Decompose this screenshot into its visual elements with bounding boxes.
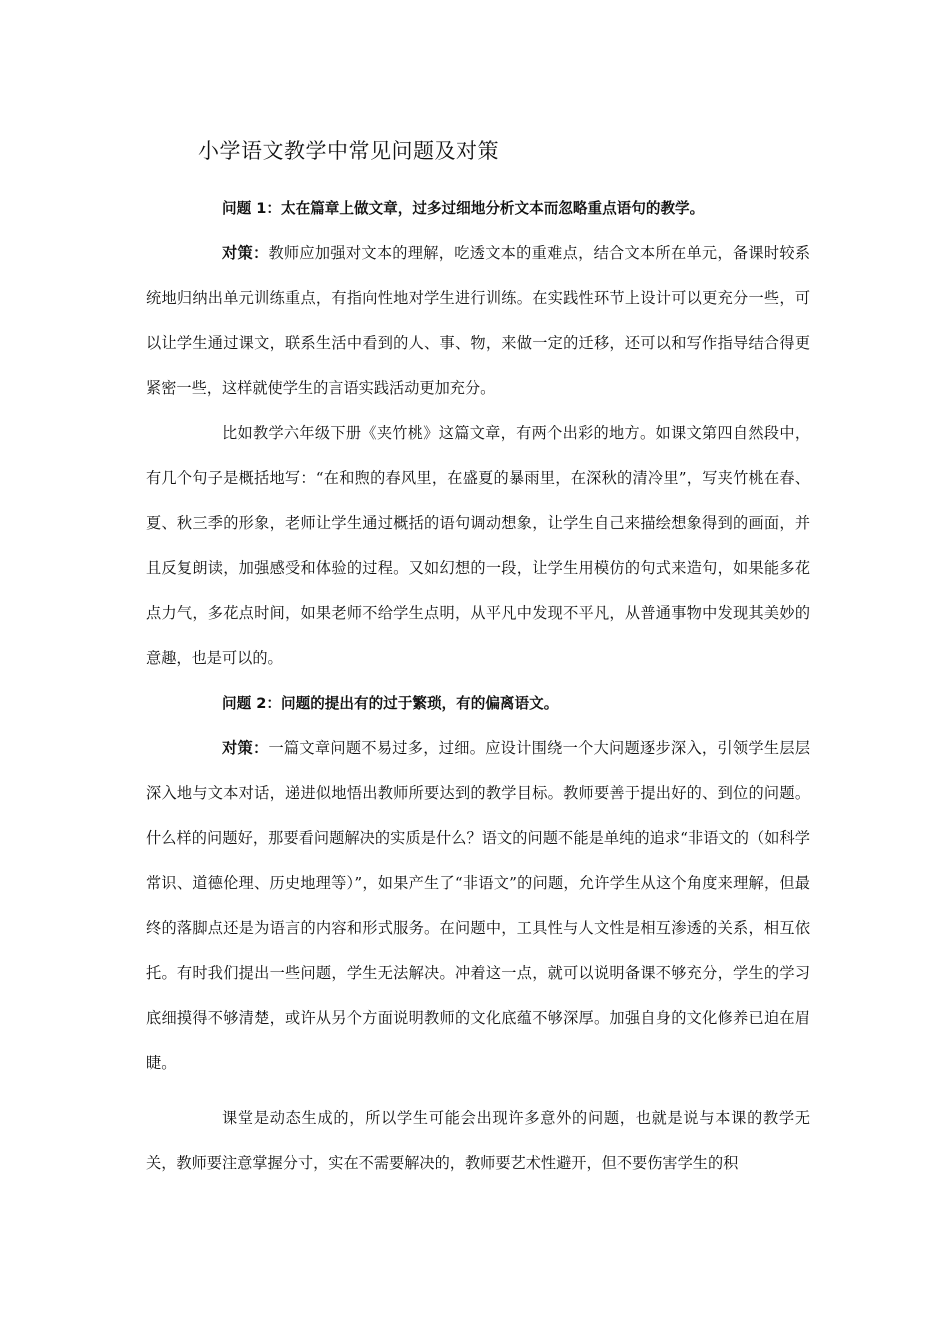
document-body [146, 186, 810, 1086]
strategy-2-text: 一篇文章问题不易过多，过细。应设计围绕一个大问题逐步深入，引领学生层层深入地与文本对话，递进似地悟出教师所要达到的教学目标。教师要善于提出好的、到位的问题。什么样的问题好，那要看问题解决的实质是什么？语文的问题不能是单纯的追求“非语文的（如科学常识、道德伦理、历史地理等）”，如果产生了“非语文”的问题，允许学生从这个角度来理解，但最终的落脚点还是为语言的内容和形式服务。在问题中，工具性与人文性是相互渗透的关系，相互依托。有时我们提出一些问题，学生无法解决。冲着这一点，就可以说明备课不够充分，学生的学习底细摸得不够清楚，或许从另个方面说明教师的文化底蕴不够深厚。加强自身的文化修养已迫在眉睫。 [146, 739, 811, 1072]
document-body-continued [146, 1096, 810, 1186]
document-title: 小学语文教学中常见问题及对策 [198, 139, 499, 163]
question-1-heading: 问题 1：太在篇章上做文章，过多过细地分析文本而忽略重点语句的教学。 [222, 200, 705, 217]
strategy-1-label: 对策： [222, 244, 269, 262]
strategy-1-paragraph [146, 231, 810, 411]
example-paragraph: 比如教学六年级下册《夹竹桃》这篇文章，有两个出彩的地方。如课文第四自然段中，有几个句子是概括地写：“在和煦的春风里，在盛夏的暴雨里，在深秋的清冷里”，写夹竹桃在春、夏、秋三季的形象，老师让学生通过概括的语句调动想象，让学生自己来描绘想象得到的画面，并且反复朗读，加强感受和体验的过程。又如幻想的一段，让学生用模仿的句式来造句，如果能多花点力气，多花点时间，如果老师不给学生点明，从平凡中发现不平凡，从普通事物中发现其美妙的意趣，也是可以的。 [146, 424, 810, 667]
strategy-2-paragraph [146, 726, 810, 1086]
strategy-1-text: 教师应加强对文本的理解，吃透文本的重难点，结合文本所在单元，备课时较系统地归纳出单元训练重点，有指向性地对学生进行训练。在实践性环节上设计可以更充分一些，可以让学生通过课文，联系生活中看到的人、事、物，来做一定的迁移，还可以和写作指导结合得更紧密一些，这样就使学生的言语实践活动更加充分。 [146, 244, 811, 397]
strategy-2-label: 对策： [222, 739, 269, 757]
question-2-heading: 问题 2：问题的提出有的过于繁琐，有的偏离语文。 [222, 695, 559, 712]
classroom-paragraph: 课堂是动态生成的，所以学生可能会出现许多意外的问题，也就是说与本课的教学无关，教师要注意掌握分寸，实在不需要解决的，教师要艺术性避开，但不要伤害学生的积 [146, 1109, 810, 1172]
